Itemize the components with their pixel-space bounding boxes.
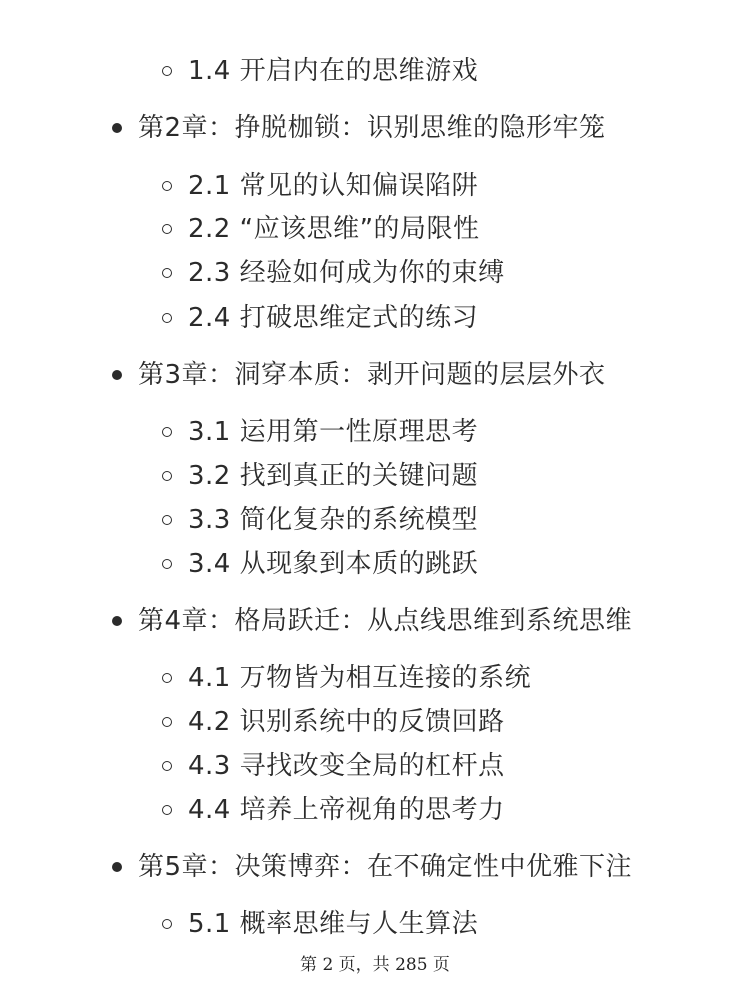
filled-bullet-icon — [112, 370, 122, 380]
toc-section-item — [162, 415, 478, 449]
toc-section-item — [162, 301, 478, 335]
hollow-bullet-icon — [162, 471, 172, 481]
toc-section-label: 4.2 识别系统中的反馈回路 — [188, 707, 505, 737]
toc-section-item — [162, 907, 478, 941]
hollow-bullet-icon — [162, 268, 172, 278]
toc-chapter-label: 第2章：挣脱枷锁：识别思维的隐形牢笼 — [138, 113, 606, 143]
hollow-bullet-icon — [162, 224, 172, 234]
toc-chapter-item — [112, 850, 632, 884]
toc-section-item — [162, 459, 478, 493]
toc-section-label: 3.3 简化复杂的系统模型 — [188, 505, 479, 535]
toc-chapter-label: 第4章：格局跃迁：从点线思维到系统思维 — [138, 606, 633, 636]
toc-section-item — [162, 503, 478, 537]
toc-section-item — [162, 54, 478, 88]
toc-section-label: 4.4 培养上帝视角的思考力 — [188, 795, 505, 825]
toc-chapter-item — [112, 358, 606, 392]
toc-section-label: 3.1 运用第一性原理思考 — [188, 417, 479, 447]
toc-section-item — [162, 212, 480, 246]
page-number-footer: 第 2 页，共 285 页 — [300, 955, 450, 975]
toc-section-label: 3.2 找到真正的关键问题 — [188, 461, 479, 491]
hollow-bullet-icon — [162, 313, 172, 323]
hollow-bullet-icon — [162, 66, 172, 76]
toc-chapter-label: 第5章：决策博弈：在不确定性中优雅下注 — [138, 852, 633, 882]
toc-section-item — [162, 169, 478, 203]
filled-bullet-icon — [112, 123, 122, 133]
toc-section-label: 2.2 “应该思维”的局限性 — [188, 214, 480, 244]
toc-section-label: 1.4 开启内在的思维游戏 — [188, 56, 479, 86]
filled-bullet-icon — [112, 862, 122, 872]
hollow-bullet-icon — [162, 515, 172, 525]
toc-section-item — [162, 793, 505, 827]
toc-section-label: 3.4 从现象到本质的跳跃 — [188, 549, 479, 579]
toc-chapter-item — [112, 111, 606, 145]
toc-section-label: 2.1 常见的认知偏误陷阱 — [188, 171, 479, 201]
toc-section-item — [162, 749, 505, 783]
toc-section-item — [162, 256, 505, 290]
hollow-bullet-icon — [162, 761, 172, 771]
toc-chapter-item — [112, 604, 632, 638]
filled-bullet-icon — [112, 616, 122, 626]
toc-section-label: 4.1 万物皆为相互连接的系统 — [188, 663, 532, 693]
hollow-bullet-icon — [162, 919, 172, 929]
toc-section-label: 5.1 概率思维与人生算法 — [188, 909, 479, 939]
toc-section-label: 2.4 打破思维定式的练习 — [188, 303, 479, 333]
hollow-bullet-icon — [162, 673, 172, 683]
hollow-bullet-icon — [162, 181, 172, 191]
hollow-bullet-icon — [162, 427, 172, 437]
toc-section-label: 4.3 寻找改变全局的杠杆点 — [188, 751, 505, 781]
toc-section-item — [162, 547, 478, 581]
toc-section-item — [162, 705, 505, 739]
hollow-bullet-icon — [162, 805, 172, 815]
toc-section-item — [162, 661, 531, 695]
toc-chapter-label: 第3章：洞穿本质：剥开问题的层层外衣 — [138, 360, 606, 390]
hollow-bullet-icon — [162, 559, 172, 569]
hollow-bullet-icon — [162, 717, 172, 727]
toc-section-label: 2.3 经验如何成为你的束缚 — [188, 258, 505, 288]
